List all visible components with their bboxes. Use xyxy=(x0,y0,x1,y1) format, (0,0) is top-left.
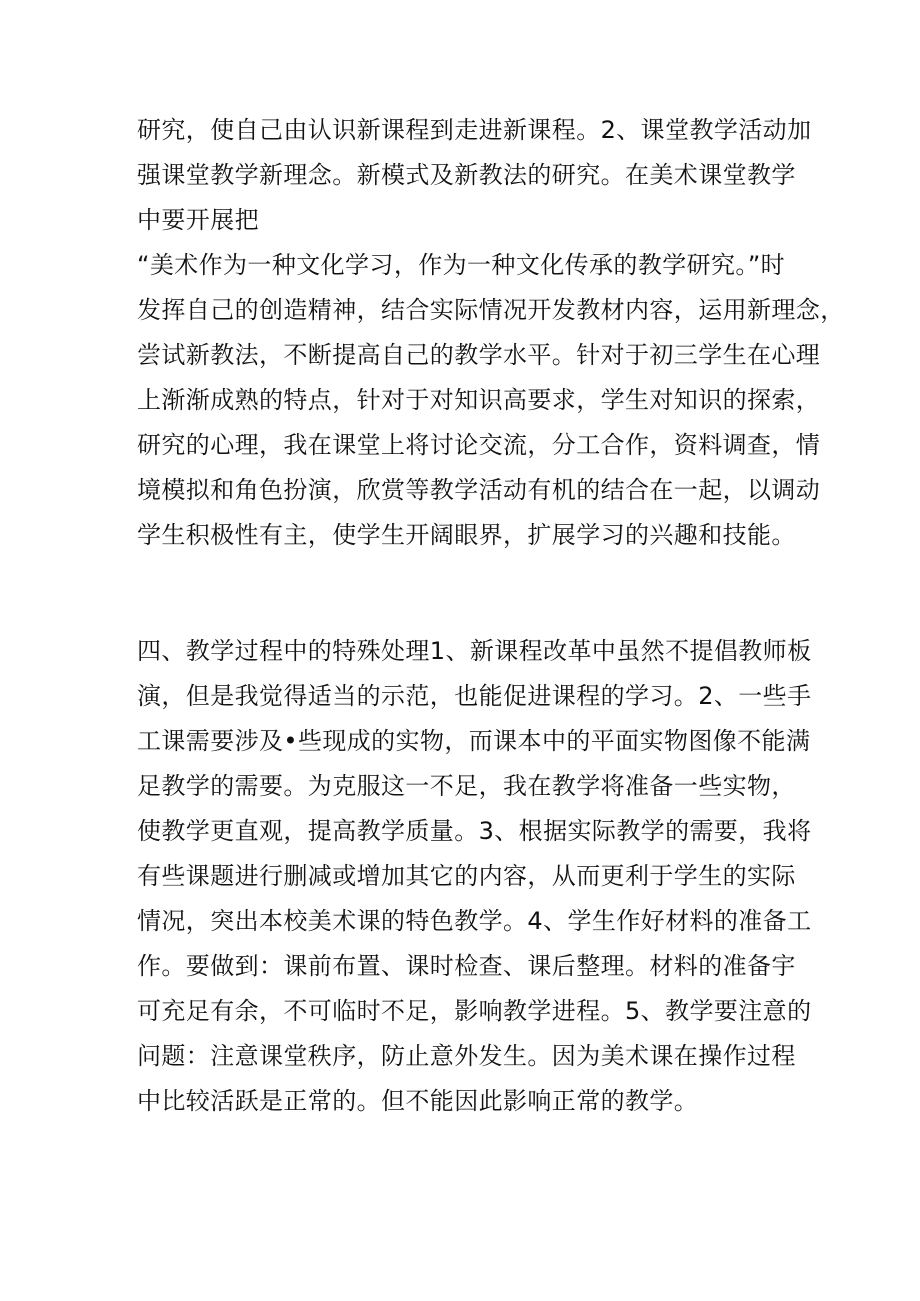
text-line: 情况，突出本校美术课的特色教学。4、学生作好材料的准备工 xyxy=(137,907,812,935)
text-line: 尝试新教法，不断提高自己的教学水平。针对于初三学生在心理 xyxy=(137,341,821,369)
text-line: 工课需要涉及•些现成的实物，而课本中的平面实物图像不能满 xyxy=(137,727,811,755)
text-line: 四、教学过程中的特殊处理1、新课程改革中虽然不提倡教师板 xyxy=(137,637,812,665)
text-line: 上渐渐成熟的特点，针对于对知识高要求，学生对知识的探索， xyxy=(137,386,821,414)
text-line: “美术作为一种文化学习，作为一种文化传承的教学研究。”时 xyxy=(137,251,786,279)
text-line: 强课堂教学新理念。新模式及新教法的研究。在美术课堂教学 xyxy=(137,161,796,189)
text-line: 作。要做到：课前布置、课时检查、课后整理。材料的准备宇 xyxy=(137,952,796,980)
text-line: 使教学更直观，提高教学质量。3、根据实际教学的需要，我将 xyxy=(137,817,812,845)
paragraph-2 xyxy=(137,629,812,1124)
text-line: 中要开展把 xyxy=(137,206,259,234)
text-line: 中比较活跃是正常的。但不能因此影响正常的教学。 xyxy=(137,1087,699,1115)
text-line: 学生积极性有主，使学生开阔眼界，扩展学习的兴趣和技能。 xyxy=(137,521,796,549)
text-line: 发挥自己的创造精神，结合实际情况开发教材内容，运用新理念， xyxy=(137,296,845,324)
text-line: 研究的心理，我在课堂上将讨论交流，分工合作，资料调查，情 xyxy=(137,431,821,459)
text-line: 研究，使自己由认识新课程到走进新课程。2、课堂教学活动加 xyxy=(137,116,812,144)
text-line: 有些课题进行删减或增加其它的内容，从而更利于学生的实际 xyxy=(137,862,796,890)
text-line: 演，但是我觉得适当的示范，也能促进课程的学习。2、一些手 xyxy=(137,682,812,710)
paragraph-1 xyxy=(137,108,845,558)
text-line: 问题：注意课堂秩序，防止意外发生。因为美术课在操作过程 xyxy=(137,1042,796,1070)
text-line: 足教学的需要。为克服这一不足，我在教学将准备一些实物， xyxy=(137,772,796,800)
text-line: 可充足有余，不可临时不足，影响教学进程。5、教学要注意的 xyxy=(137,997,812,1025)
text-line: 境模拟和角色扮演，欣赏等教学活动有机的结合在一起，以调动 xyxy=(137,476,821,504)
